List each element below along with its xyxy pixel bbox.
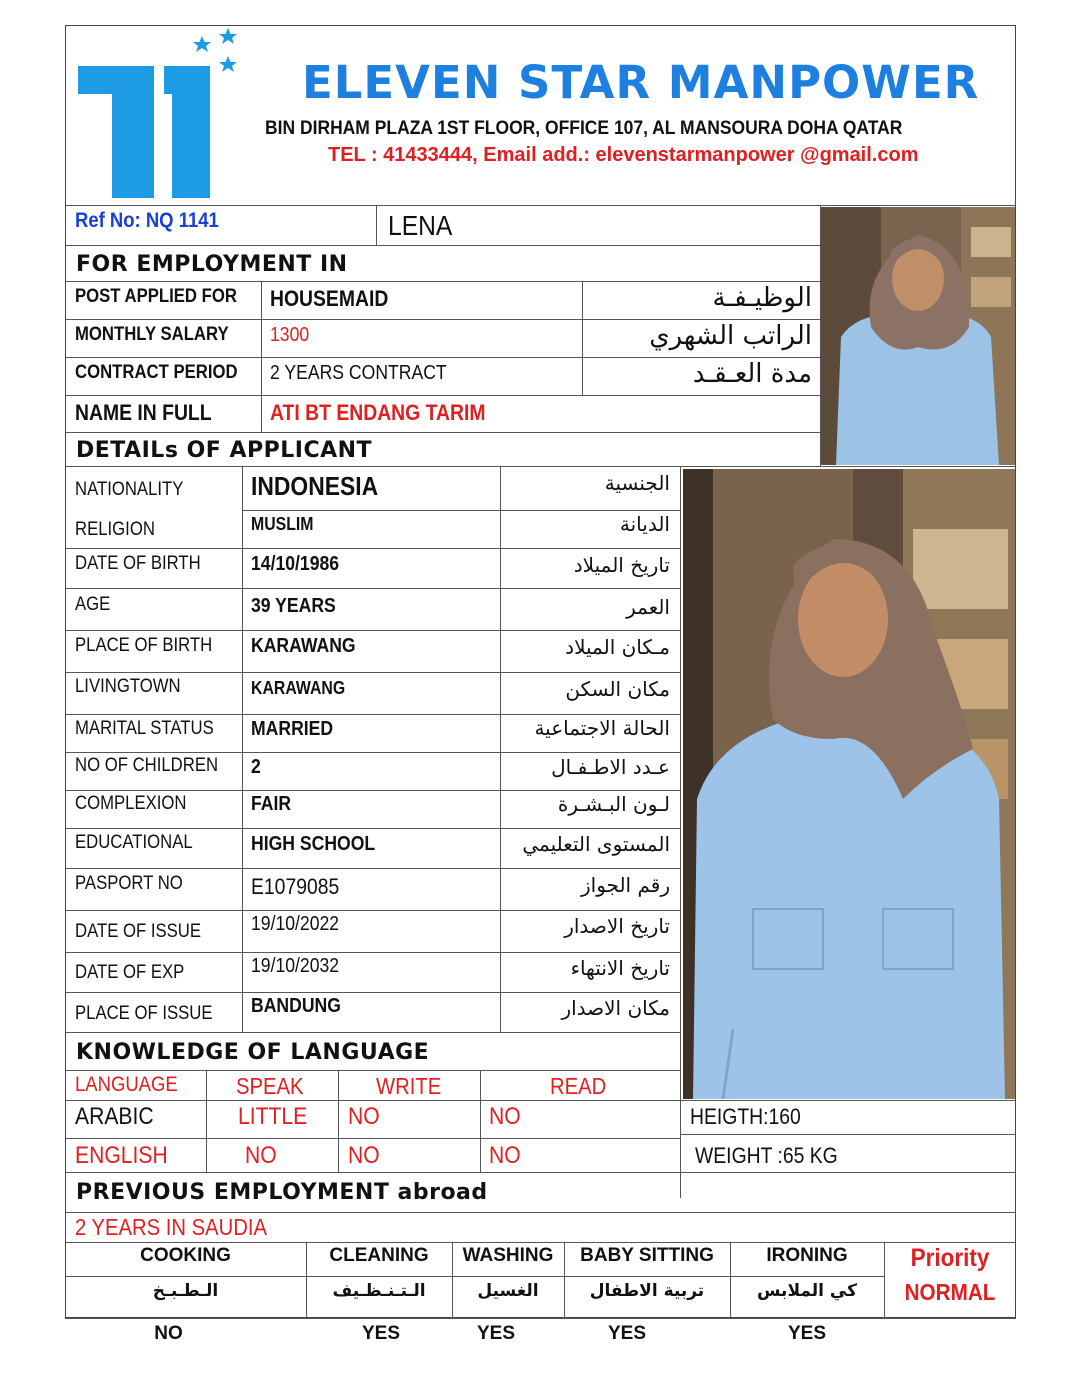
company-contact: TEL : 41433444, Email add.: elevenstarmanpower @gmail.com (328, 144, 919, 166)
weight-value: WEIGHT :65 KG (695, 1143, 838, 1168)
company-name: ELEVEN STAR MANPOWER (302, 56, 980, 109)
applicant-photo-small (821, 207, 1015, 465)
employment-section-title: FOR EMPLOYMENT IN (76, 252, 348, 277)
previous-employment-title: PREVIOUS EMPLOYMENT abroad (76, 1180, 488, 1205)
height-value: HEIGTH:160 (690, 1104, 801, 1129)
previous-experience: 2 YEARS IN SAUDIA (75, 1214, 267, 1240)
star-icon (188, 26, 244, 82)
full-name-value: ATI BT ENDANG TARIM (270, 400, 486, 425)
priority-value: NORMAL (904, 1279, 996, 1305)
priority-label: Priority (910, 1244, 990, 1272)
company-address: BIN DIRHAM PLAZA 1ST FLOOR, OFFICE 107, AL MANSOURA DOHA QATAR (265, 118, 903, 139)
language-section-title: KNOWLEDGE OF LANGUAGE (76, 1040, 430, 1065)
full-name-label: NAME IN FULL (75, 400, 212, 425)
applicant-photo-large (683, 469, 1015, 1099)
details-section-title: DETAILs OF APPLICANT (76, 438, 373, 463)
ref-number: Ref No: NQ 1141 (75, 209, 219, 232)
applicant-nickname: LENA (388, 210, 453, 241)
